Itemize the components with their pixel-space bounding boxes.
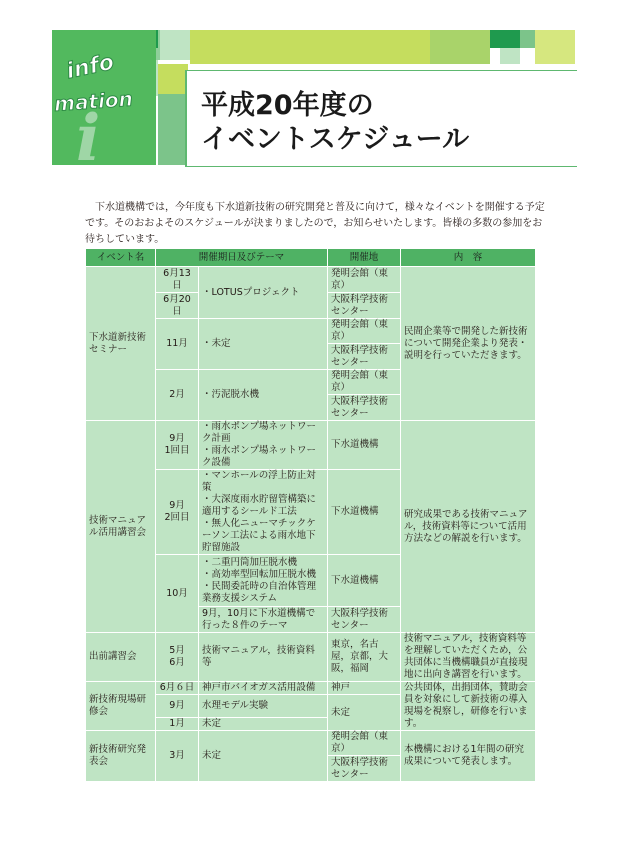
logo-word-mation: mation xyxy=(53,86,134,117)
event-name-manual: 技術マニュアル活用講習会 xyxy=(86,421,156,633)
header-content: 内 容 xyxy=(401,249,536,267)
venue-cell: 神戸 xyxy=(328,682,401,695)
title-box xyxy=(185,70,577,167)
venue-cell: 大阪科学技術センター xyxy=(328,607,401,633)
logo-letter-i: i xyxy=(76,101,101,165)
date-cell: 10月 xyxy=(156,555,199,633)
information-logo xyxy=(48,30,163,165)
content-research: 本機構における1年間の研究成果について発表します。 xyxy=(401,731,536,782)
theme-cell: 9月，10月に下水道機構で行った８件のテーマ xyxy=(199,607,328,633)
table-row xyxy=(86,267,536,293)
header-venue: 開催地 xyxy=(328,249,401,267)
venue-cell: 東京，名古屋，京都，大阪，福岡 xyxy=(328,633,401,682)
theme-cell: ・雨水ポンプ場ネットワーク計画 ・雨水ポンプ場ネットワーク設備 xyxy=(199,421,328,470)
venue-cell: 大阪科学技術センター xyxy=(328,344,401,370)
theme-cell: ・二重円筒加圧脱水機 ・高効率型回転加圧脱水機 ・民間委託時の自治体管理業務支援システム xyxy=(199,555,328,607)
theme-cell: ・汚泥脱水機 xyxy=(199,370,328,421)
content-seminar: 民間企業等で開発した新技術について開発企業より発表・説明を行っていただきます。 xyxy=(401,267,536,421)
event-name-research: 新技術研究発表会 xyxy=(86,731,156,782)
date-cell: 11月 xyxy=(156,319,199,370)
theme-cell: ・未定 xyxy=(199,319,328,370)
date-cell: 6月20日 xyxy=(156,293,199,319)
logo-word-info: info xyxy=(64,49,117,85)
theme-cell: ・マンホールの浮上防止対策 ・大深度雨水貯留管構築に適用するシールド工法 ・無人化ニューマチックケーソン工法による雨水地下貯留施設 xyxy=(199,470,328,555)
theme-cell: 水理モデル実験 xyxy=(199,695,328,718)
date-cell: 2月 xyxy=(156,370,199,421)
content-manual: 研究成果である技術マニュアル，技術資料等について活用方法などの解説を行います。 xyxy=(401,421,536,633)
table-row xyxy=(86,731,536,756)
event-name-site: 新技術現場研修会 xyxy=(86,682,156,731)
date-cell: 6月６日 xyxy=(156,682,199,695)
venue-cell: 未定 xyxy=(328,695,401,731)
page-title-line-2: イベントスケジュール xyxy=(201,124,470,155)
date-cell: 9月 1回目 xyxy=(156,421,199,470)
venue-cell: 発明会館（東京） xyxy=(328,370,401,395)
content-site: 公共団体，出捐団体，賛助会員を対象にして新技術の導入現場を視察し，研修を行います。 xyxy=(401,682,536,731)
table-row xyxy=(86,633,536,682)
date-cell: 9月 xyxy=(156,695,199,718)
venue-cell: 下水道機構 xyxy=(328,555,401,607)
theme-cell: 未定 xyxy=(199,731,328,782)
event-schedule-table xyxy=(85,248,536,782)
venue-cell: 大阪科学技術センター xyxy=(328,395,401,421)
venue-cell: 大阪科学技術センター xyxy=(328,293,401,319)
date-cell: 1月 xyxy=(156,718,199,731)
table-row xyxy=(86,421,536,470)
venue-cell: 下水道機構 xyxy=(328,470,401,555)
date-cell: 9月 2回目 xyxy=(156,470,199,555)
header-event-name: イベント名 xyxy=(86,249,156,267)
intro-paragraph: 下水道機構では，今年度も下水道新技術の研究開発と普及に向けて，様々なイベントを開催する予定です。そのおおよそのスケジュールが決まりましたので，お知らせいたします。皆様の多数の参加をお待ちしています。 xyxy=(85,202,545,245)
table-row xyxy=(86,682,536,695)
content-outreach: 技術マニュアル，技術資料等を理解していただくため，公共団体に当機構職員が直接現地に出向き講習を行います。 xyxy=(401,633,536,682)
venue-cell: 発明会館（東京） xyxy=(328,319,401,344)
theme-cell: 神戸市バイオガス活用設備 xyxy=(199,682,328,695)
venue-cell: 発明会館（東京） xyxy=(328,731,401,756)
theme-cell: 未定 xyxy=(199,718,328,731)
date-cell: 5月 6月 xyxy=(156,633,199,682)
theme-cell: ・LOTUSプロジェクト xyxy=(199,267,328,319)
venue-cell: 発明会館（東京） xyxy=(328,267,401,293)
event-name-seminar: 下水道新技術セミナー xyxy=(86,267,156,421)
page-title-line-1: 平成20年度の xyxy=(201,90,374,121)
table-header-row xyxy=(86,249,536,267)
date-cell: 3月 xyxy=(156,731,199,782)
venue-cell: 大阪科学技術センター xyxy=(328,756,401,782)
event-name-outreach: 出前講習会 xyxy=(86,633,156,682)
theme-cell: 技術マニュアル，技術資料等 xyxy=(199,633,328,682)
date-cell: 6月13日 xyxy=(156,267,199,293)
venue-cell: 下水道機構 xyxy=(328,421,401,470)
header-date-theme: 開催期日及びテーマ xyxy=(156,249,328,267)
